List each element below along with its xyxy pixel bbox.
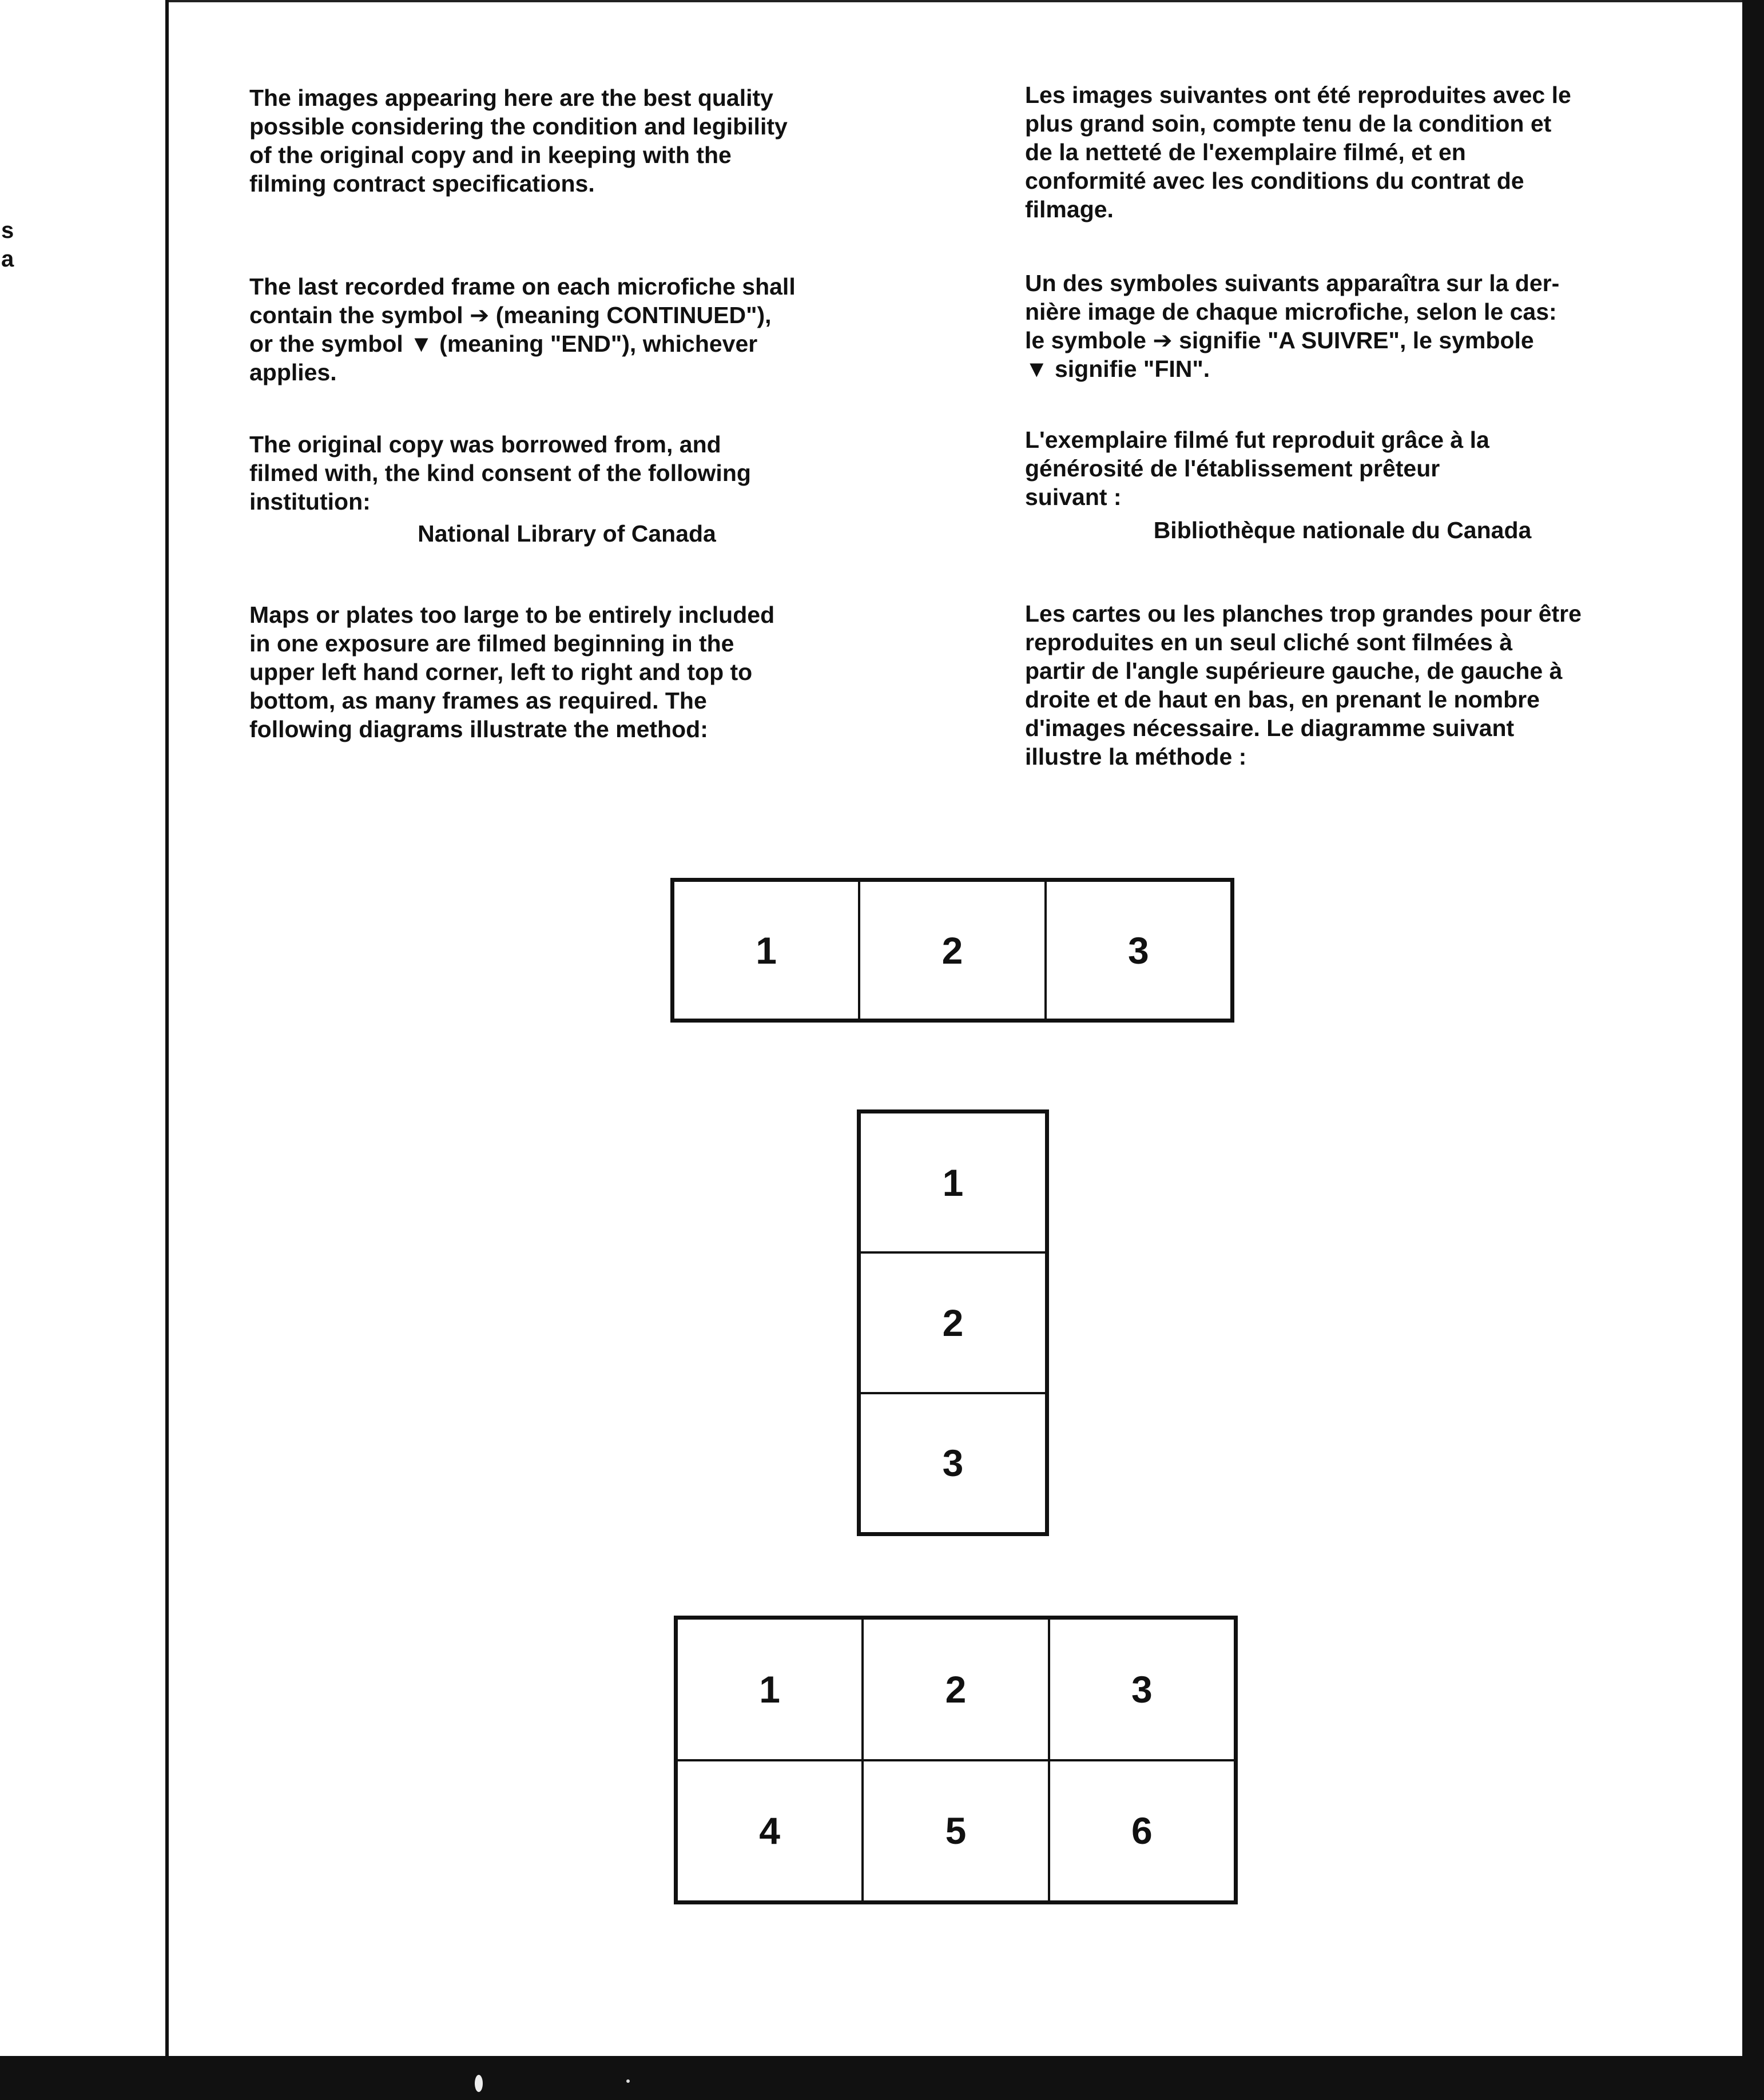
french-lender-note: L'exemplaire filmé fut reproduit grâce à la générosité de l'établissement prêteur suivant : xyxy=(1025,427,1489,510)
french-symbol-note: Un des symboles suivants apparaîtra sur la der- nière image de chaque microfiche, selon le cas: le symbole ➔ signifie "A SUIVRE", le symbole ▼ signifie "FIN". xyxy=(1025,270,1560,382)
diagram-row-of-three xyxy=(670,878,1234,1023)
english-maps-note: Maps or plates too large to be entirely included in one exposure are filmed beginning in the upper left hand corner, left to right and top to bottom, as many frames as required. The following diagrams illustrate the method: xyxy=(249,602,775,742)
french-quality-note: Les images suivantes ont été reproduites avec le plus grand soin, compte tenu de la condition et de la netteté de l'exemplaire filmé, et en conformité avec les conditions du contrat de filmage. xyxy=(1025,82,1571,222)
diagram-column-of-three xyxy=(857,1109,1049,1536)
margin-fragment xyxy=(1,216,14,273)
french-maps-note: Les cartes ou les planches trop grandes pour être reproduites en un seul cliché sont filmées à partir de l'angle supérieure gauche, de gauche à droite et de haut en bas, en prenant le nombre d'images nécessaire. Le diagramme suivant illustre la méthode : xyxy=(1025,600,1582,770)
english-symbol-note: The last recorded frame on each microfiche shall contain the symbol ➔ (meaning CONTINUED"), or the symbol ▼ (meaning "END"), whichever applies. xyxy=(249,273,796,385)
scan-speck xyxy=(626,2079,630,2083)
scan-speck xyxy=(475,2075,483,2092)
english-quality-note: The images appearing here are the best quality possible considering the condition and legibility of the original copy and in keeping with the filming contract specifications. xyxy=(249,85,788,197)
diagram-frame: 2 xyxy=(863,1618,1048,1760)
scan-border-right xyxy=(1742,0,1764,2056)
diagram-frame: 6 xyxy=(1049,1760,1235,1902)
diagram-frame: 5 xyxy=(863,1760,1048,1902)
scan-border-top xyxy=(0,0,1764,2)
diagram-frame: 1 xyxy=(673,881,859,1020)
diagram-grid-two-by-three xyxy=(674,1616,1238,1904)
diagram-frame: 1 xyxy=(677,1618,863,1760)
diagram-frame: 3 xyxy=(860,1393,1046,1533)
margin-fragment-line: a xyxy=(1,246,14,272)
french-institution: Bibliothèque nationale du Canada xyxy=(1153,517,1532,543)
diagram-frame: 3 xyxy=(1049,1618,1235,1760)
english-institution: National Library of Canada xyxy=(418,520,716,547)
english-lender-note: The original copy was borrowed from, and filmed with, the kind consent of the following institution: xyxy=(249,431,751,515)
scan-border-bottom xyxy=(0,2056,1764,2100)
scan-border-left xyxy=(0,0,169,2056)
margin-fragment-line: s xyxy=(1,218,14,243)
diagram-frame: 2 xyxy=(859,881,1045,1020)
diagram-frame: 2 xyxy=(860,1252,1046,1393)
diagram-frame: 4 xyxy=(677,1760,863,1902)
diagram-frame: 3 xyxy=(1046,881,1231,1020)
diagram-frame: 1 xyxy=(860,1112,1046,1252)
